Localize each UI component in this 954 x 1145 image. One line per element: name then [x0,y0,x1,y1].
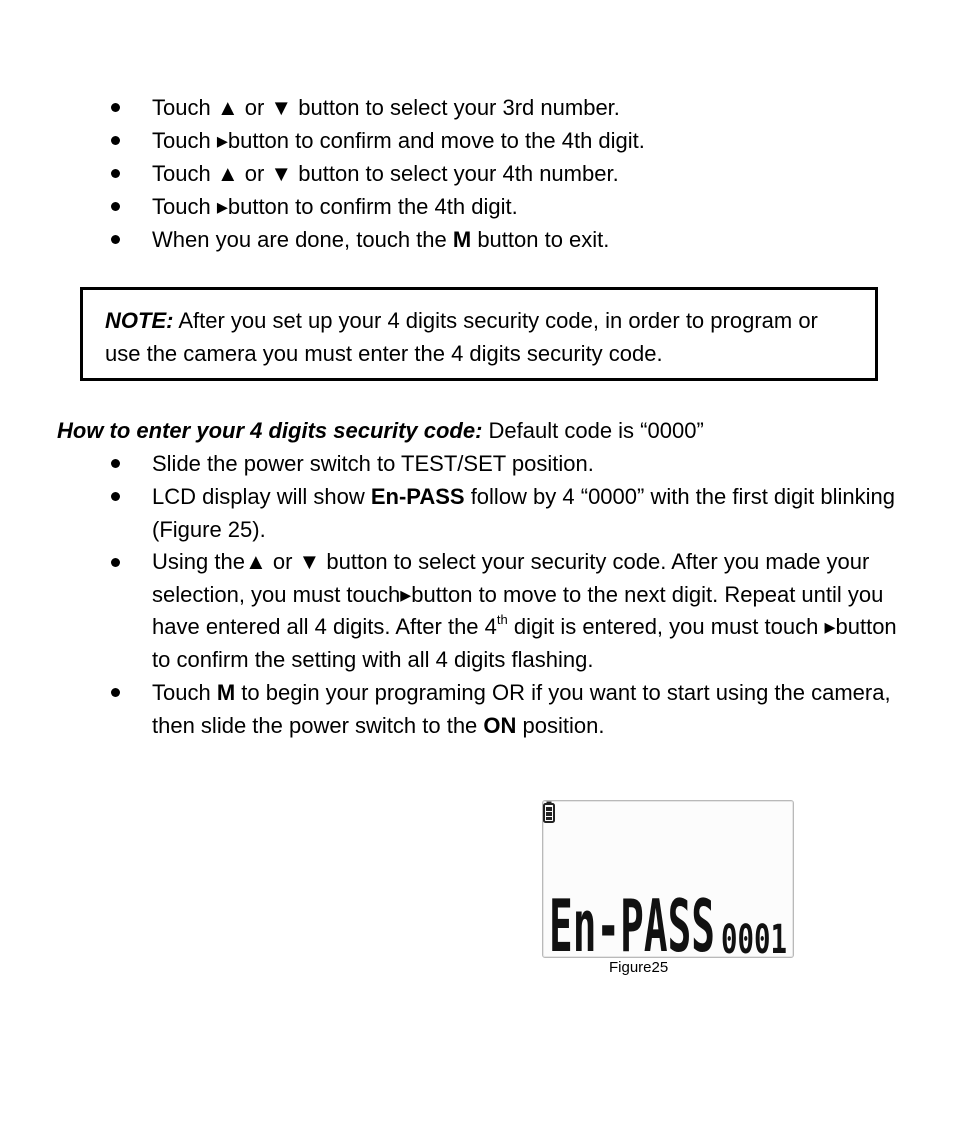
bullet-icon [111,558,120,567]
bullet-icon [111,169,120,178]
list-item: LCD display will show En-PASS follow by 4 “0000” with the first digit blinking (Figure 25). [0,480,954,546]
bullet-icon [111,492,120,501]
bullet-icon [111,136,120,145]
list-item: Touch ▲ or ▼ button to select your 4th number. [0,157,954,190]
lcd-main-text: En-PASS [549,884,715,957]
bullet-icon [111,688,120,697]
bullet-icon [111,202,120,211]
battery-icon [543,801,555,823]
note-box [80,287,878,381]
bullet-icon [111,235,120,244]
lcd-segment-readout [543,801,793,957]
note-label: NOTE: [105,308,174,333]
list-item: Touch ▲ or ▼ button to select your 3rd number. [0,91,954,124]
list-item: When you are done, touch the M button to exit. [0,223,954,256]
list-item: Slide the power switch to TEST/SET position. [0,447,954,480]
list-item: Touch ▸button to confirm and move to the 4th digit. [0,124,954,157]
list-item: Touch M to begin your programing OR if you want to start using the camera, then slide the power switch to the ON position. [0,676,954,742]
note-text: NOTE: After you set up your 4 digits security code, in order to program or use the camera you must enter the 4 digits security code. [105,308,818,366]
lcd-code-digits: 0001 [721,917,787,957]
figure-caption: Figure25 [609,959,669,976]
list-item: Touch ▸button to confirm the 4th digit. [0,190,954,223]
instruction-list-top [0,91,954,256]
section-heading: How to enter your 4 digits security code: Default code is “0000” [57,418,704,443]
bullet-icon [111,103,120,112]
lcd-display-figure [542,800,794,958]
list-item: Using the▲ or ▼ button to select your security code. After you made your selection, you must touch▸button to move to the next digit. Repeat until you have entered all 4 digits. After the 4th digit is entered, you must touch ▸button to confirm the setting with all 4 digits flashing. [0,546,954,676]
instruction-list-bottom [0,447,954,742]
bullet-icon [111,459,120,468]
